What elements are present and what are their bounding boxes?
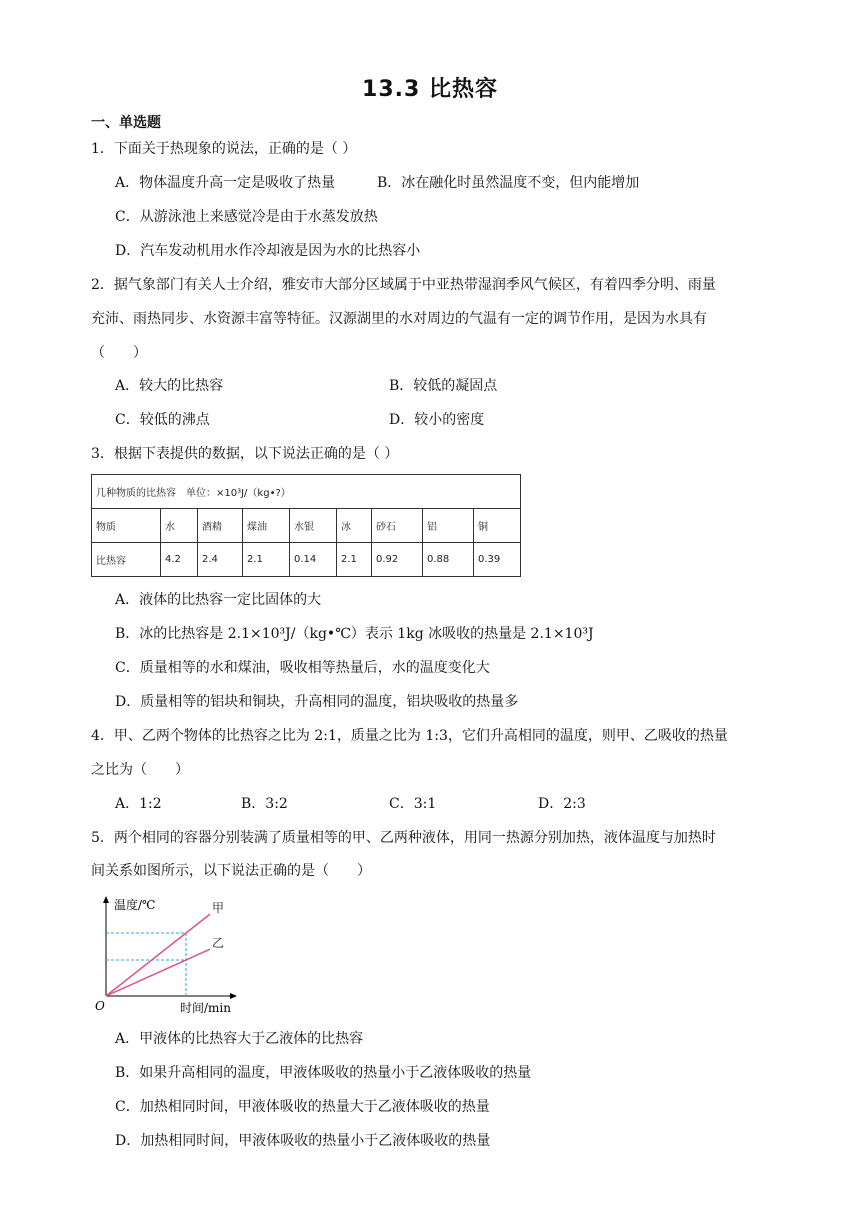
table-cell: 0.88 <box>423 543 474 577</box>
table-cell: 砂石 <box>372 509 423 543</box>
q2-stem-line-2: 充沛、雨热同步、水资源丰富等特征。汉源湖里的水对周边的气温有一定的调节作用，是因为水具有 <box>91 311 707 327</box>
table-cell: 煤油 <box>243 509 290 543</box>
q2-option-d: D．较小的密度 <box>389 412 485 428</box>
q2-option-b: B．较低的凝固点 <box>389 378 498 394</box>
temperature-time-chart <box>92 893 242 1021</box>
x-axis-arrow <box>230 993 237 999</box>
table-cell: 铜 <box>474 509 521 543</box>
q4-option-b: B．3:2 <box>241 796 288 812</box>
q2-option-c: C．较低的沸点 <box>115 412 210 428</box>
q2-option-a: A．较大的比热容 <box>115 378 224 394</box>
heat-capacity-table <box>91 474 521 577</box>
table-cell: 物质 <box>92 509 161 543</box>
q5-option-c: C．加热相同时间，甲液体吸收的热量大于乙液体吸收的热量 <box>115 1099 490 1115</box>
q4-stem-line-1: 4．甲、乙两个物体的比热容之比为 2:1，质量之比为 1:3，它们升高相同的温度，则甲、乙吸收的热量 <box>91 728 728 744</box>
q1-option-b: B．冰在融化时虽然温度不变，但内能增加 <box>377 175 640 191</box>
table-cell: 比热容 <box>92 543 161 577</box>
q1-option-d: D．汽车发动机用水作冷却液是因为水的比热容小 <box>115 243 421 259</box>
table-cell: 铝 <box>423 509 474 543</box>
q4-option-c: C．3:1 <box>389 796 437 812</box>
table-row <box>92 543 521 577</box>
origin-label: O <box>95 999 105 1013</box>
table-cell: 2.1 <box>243 543 290 577</box>
q3-option-b: B．冰的比热容是 2.1×10³J/（kg•℃）表示 1kg 冰吸收的热量是 2.1×10³J <box>115 626 594 642</box>
q3-option-a: A．液体的比热容一定比固体的大 <box>115 592 322 608</box>
q3-option-d: D．质量相等的铝块和铜块，升高相同的温度，铝块吸收的热量多 <box>115 694 519 710</box>
table-cell: 2.1 <box>337 543 372 577</box>
table-cell: 0.39 <box>474 543 521 577</box>
q5-stem-line-1: 5．两个相同的容器分别装满了质量相等的甲、乙两种液体，用同一热源分别加热，液体温度与加热时 <box>91 830 716 846</box>
table-cell: 冰 <box>337 509 372 543</box>
q1-stem: 1．下面关于热现象的说法，正确的是（ ） <box>91 141 357 157</box>
q5-option-b: B．如果升高相同的温度，甲液体吸收的热量小于乙液体吸收的热量 <box>115 1065 532 1081</box>
q2-stem-line-3: （ ） <box>91 345 147 361</box>
table-cell: 4.2 <box>161 543 198 577</box>
table-cell: 水 <box>161 509 198 543</box>
q1-option-a: A．物体温度升高一定是吸收了热量 <box>115 175 336 191</box>
table-cell: 2.4 <box>198 543 243 577</box>
q5-option-a: A．甲液体的比热容大于乙液体的比热容 <box>115 1031 364 1047</box>
table-caption: 几种物质的比热容 单位：×10³J/（kg•?） <box>92 475 521 509</box>
q5-option-d: D．加热相同时间，甲液体吸收的热量小于乙液体吸收的热量 <box>115 1133 491 1149</box>
series-line-jia <box>106 914 210 996</box>
q3-stem: 3．根据下表提供的数据，以下说法正确的是（ ） <box>91 446 399 462</box>
q4-option-d: D．2:3 <box>538 796 586 812</box>
table-cell: 水银 <box>290 509 337 543</box>
table-cell: 0.92 <box>372 543 423 577</box>
series-label-jia: 甲 <box>212 901 225 916</box>
q4-stem-line-2: 之比为（ ） <box>91 762 189 778</box>
page-title: 13.3 比热容 <box>362 77 498 102</box>
q4-option-a: A．1:2 <box>115 796 162 812</box>
series-line-yi <box>106 949 210 996</box>
y-axis-arrow <box>103 896 109 903</box>
section-heading: 一、单选题 <box>91 115 161 131</box>
q1-option-c: C．从游泳池上来感觉冷是由于水蒸发放热 <box>115 209 378 225</box>
table-cell: 0.14 <box>290 543 337 577</box>
series-label-yi: 乙 <box>212 936 225 951</box>
y-axis-label: 温度/℃ <box>114 898 156 912</box>
table-row <box>92 509 521 543</box>
q3-option-c: C．质量相等的水和煤油，吸收相等热量后，水的温度变化大 <box>115 660 490 676</box>
q2-stem-line-1: 2．据气象部门有关人士介绍，雅安市大部分区域属于中亚热带湿润季风气候区，有着四季分明、雨量 <box>91 277 716 293</box>
x-axis-label: 时间/min <box>180 1001 231 1015</box>
q5-stem-line-2: 间关系如图所示，以下说法正确的是（ ） <box>91 863 371 879</box>
table-cell: 酒精 <box>198 509 243 543</box>
